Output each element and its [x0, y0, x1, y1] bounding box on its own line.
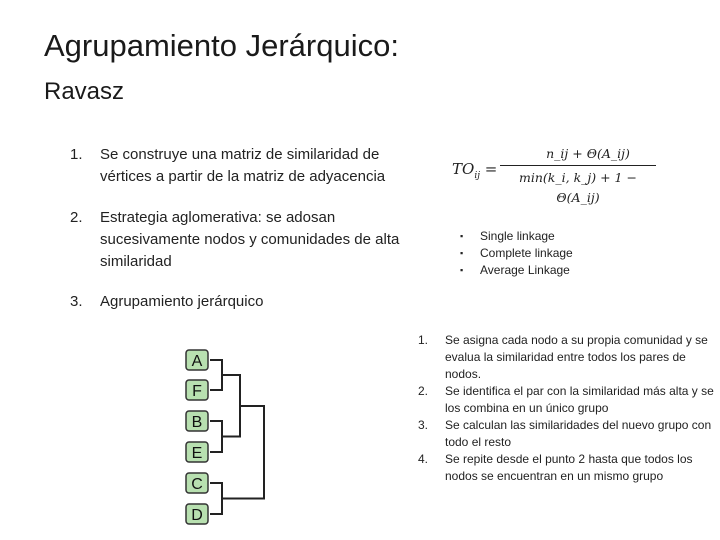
step-number: 3.	[70, 292, 83, 310]
step-text-after: : se adosan sucesivamente nodos y comunidades de alta similaridad	[100, 209, 400, 270]
step-text: Agrupamiento jerárquico	[100, 292, 264, 310]
leaf-label: B	[191, 414, 203, 431]
formula-lhs: $TO_{ij}$ =	[452, 160, 498, 181]
fraction-bar	[500, 165, 656, 166]
formula-fraction	[500, 144, 656, 205]
step-item	[70, 144, 400, 187]
linkage-item: ▪ Complete linkage	[460, 246, 573, 260]
step-text-before: Estrategia	[100, 209, 172, 227]
algorithm-step: 2. Se identifica el par con la similaridad más alta y se los combina en un único grupo	[418, 384, 714, 415]
algorithm-step: 4. Se repite desde el punto 2 hasta que todos los nodos se encuentran en un mismo grupo	[418, 452, 693, 483]
topological-overlap-formula	[452, 144, 657, 205]
step-item	[70, 207, 400, 272]
branch-c-d	[210, 483, 222, 514]
formula-numerator: n_ij + Θ(A_ij)	[546, 146, 630, 161]
algorithm-step: 3. Se calculan las similaridades del nuevo grupo con todo el resto	[418, 418, 712, 449]
step-number: 1.	[70, 146, 83, 163]
branch-b-e	[210, 421, 222, 452]
leaf-label: A	[191, 353, 203, 370]
dendrogram	[180, 346, 280, 528]
step-text: Se construye una matriz de similaridad de vértices a partir de la matriz de adyacencia	[100, 146, 386, 185]
slide-title: Agrupamiento Jerárquico:	[44, 28, 399, 63]
leaf-label: E	[191, 445, 203, 462]
bullet-icon: ▪	[460, 265, 464, 275]
formula-denominator: min(k_i, k_j) + 1 − Θ(A_ij)	[519, 170, 637, 205]
dendrogram-leaves	[186, 350, 208, 524]
algorithm-step: 1. Se asigna cada nodo a su propia comunidad y se evalua la similaridad entre todos los pares de nodos.	[418, 333, 708, 381]
steps-list	[70, 144, 400, 312]
branch-af-be	[222, 375, 240, 437]
algorithm-list	[418, 332, 714, 485]
linkage-list	[460, 228, 573, 279]
step-text-bold: aglomerativa	[171, 209, 258, 227]
bullet-icon: ▪	[460, 231, 464, 241]
leaf-label: D	[191, 507, 203, 524]
step-number: 2.	[70, 209, 83, 227]
bullet-icon: ▪	[460, 248, 464, 258]
branch-a-f	[210, 360, 222, 390]
linkage-item: ▪ Single linkage	[460, 229, 555, 243]
slide-subtitle: Ravasz	[44, 78, 125, 105]
linkage-item: ▪ Average Linkage	[460, 263, 570, 277]
leaf-label: C	[191, 476, 203, 493]
step-item	[70, 291, 400, 313]
branch-root	[222, 406, 264, 499]
leaf-label: F	[192, 383, 202, 400]
dendrogram-branches	[210, 360, 264, 514]
